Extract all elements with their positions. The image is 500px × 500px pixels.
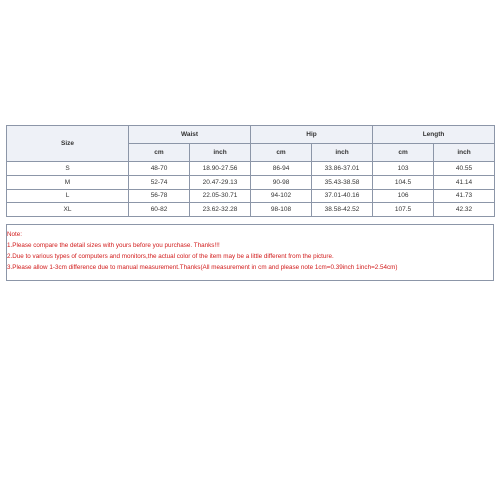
- table-cell: 98-108: [251, 203, 312, 217]
- note-title: Note:: [7, 231, 23, 238]
- unit-header: cm: [251, 144, 312, 162]
- table-cell: 41.73: [434, 189, 495, 203]
- note-line: 2.Due to various types of computers and monitors,the actual color of the item may be a little different from the picture.: [7, 253, 334, 260]
- table-cell: 33.86-37.01: [312, 162, 373, 176]
- table-cell: 106: [373, 189, 434, 203]
- hip-header: Hip: [251, 126, 373, 144]
- size-cell: XL: [7, 203, 129, 217]
- unit-header: inch: [190, 144, 251, 162]
- table-cell: 23.62-32.28: [190, 203, 251, 217]
- length-header: Length: [373, 126, 495, 144]
- table-cell: 37.01-40.16: [312, 189, 373, 203]
- table-cell: 90-98: [251, 175, 312, 189]
- table-cell: 42.32: [434, 203, 495, 217]
- size-chart-table: [6, 125, 495, 217]
- size-column-header: Size: [7, 126, 129, 162]
- waist-header: Waist: [129, 126, 251, 144]
- table-cell: 40.55: [434, 162, 495, 176]
- size-cell: L: [7, 189, 129, 203]
- note-line: 3.Please allow 1-3cm difference due to manual measurement.Thanks(All measurement in cm and please note 1cm=0.39inch 1inch=2.54cm): [7, 264, 398, 271]
- table-row: [7, 175, 495, 189]
- note-line: 1.Please compare the detail sizes with yours before you purchase. Thanks!!!: [7, 242, 220, 249]
- unit-header: inch: [312, 144, 373, 162]
- table-cell: 22.05-30.71: [190, 189, 251, 203]
- table-cell: 107.5: [373, 203, 434, 217]
- unit-header: cm: [373, 144, 434, 162]
- table-cell: 86-94: [251, 162, 312, 176]
- table-cell: 104.5: [373, 175, 434, 189]
- table-header-row: [7, 126, 495, 144]
- size-cell: M: [7, 175, 129, 189]
- table-cell: 56-78: [129, 189, 190, 203]
- table-cell: 18.90-27.56: [190, 162, 251, 176]
- table-cell: 35.43-38.58: [312, 175, 373, 189]
- table-row: [7, 189, 495, 203]
- unit-header: inch: [434, 144, 495, 162]
- table-cell: 60-82: [129, 203, 190, 217]
- table-cell: 48-70: [129, 162, 190, 176]
- unit-header: cm: [129, 144, 190, 162]
- table-cell: 20.47-29.13: [190, 175, 251, 189]
- notes-box: [6, 224, 494, 281]
- table-cell: 103: [373, 162, 434, 176]
- table-cell: 94-102: [251, 189, 312, 203]
- table-cell: 52-74: [129, 175, 190, 189]
- size-cell: S: [7, 162, 129, 176]
- table-row: [7, 203, 495, 217]
- table-row: [7, 162, 495, 176]
- table-cell: 41.14: [434, 175, 495, 189]
- table-cell: 38.58-42.52: [312, 203, 373, 217]
